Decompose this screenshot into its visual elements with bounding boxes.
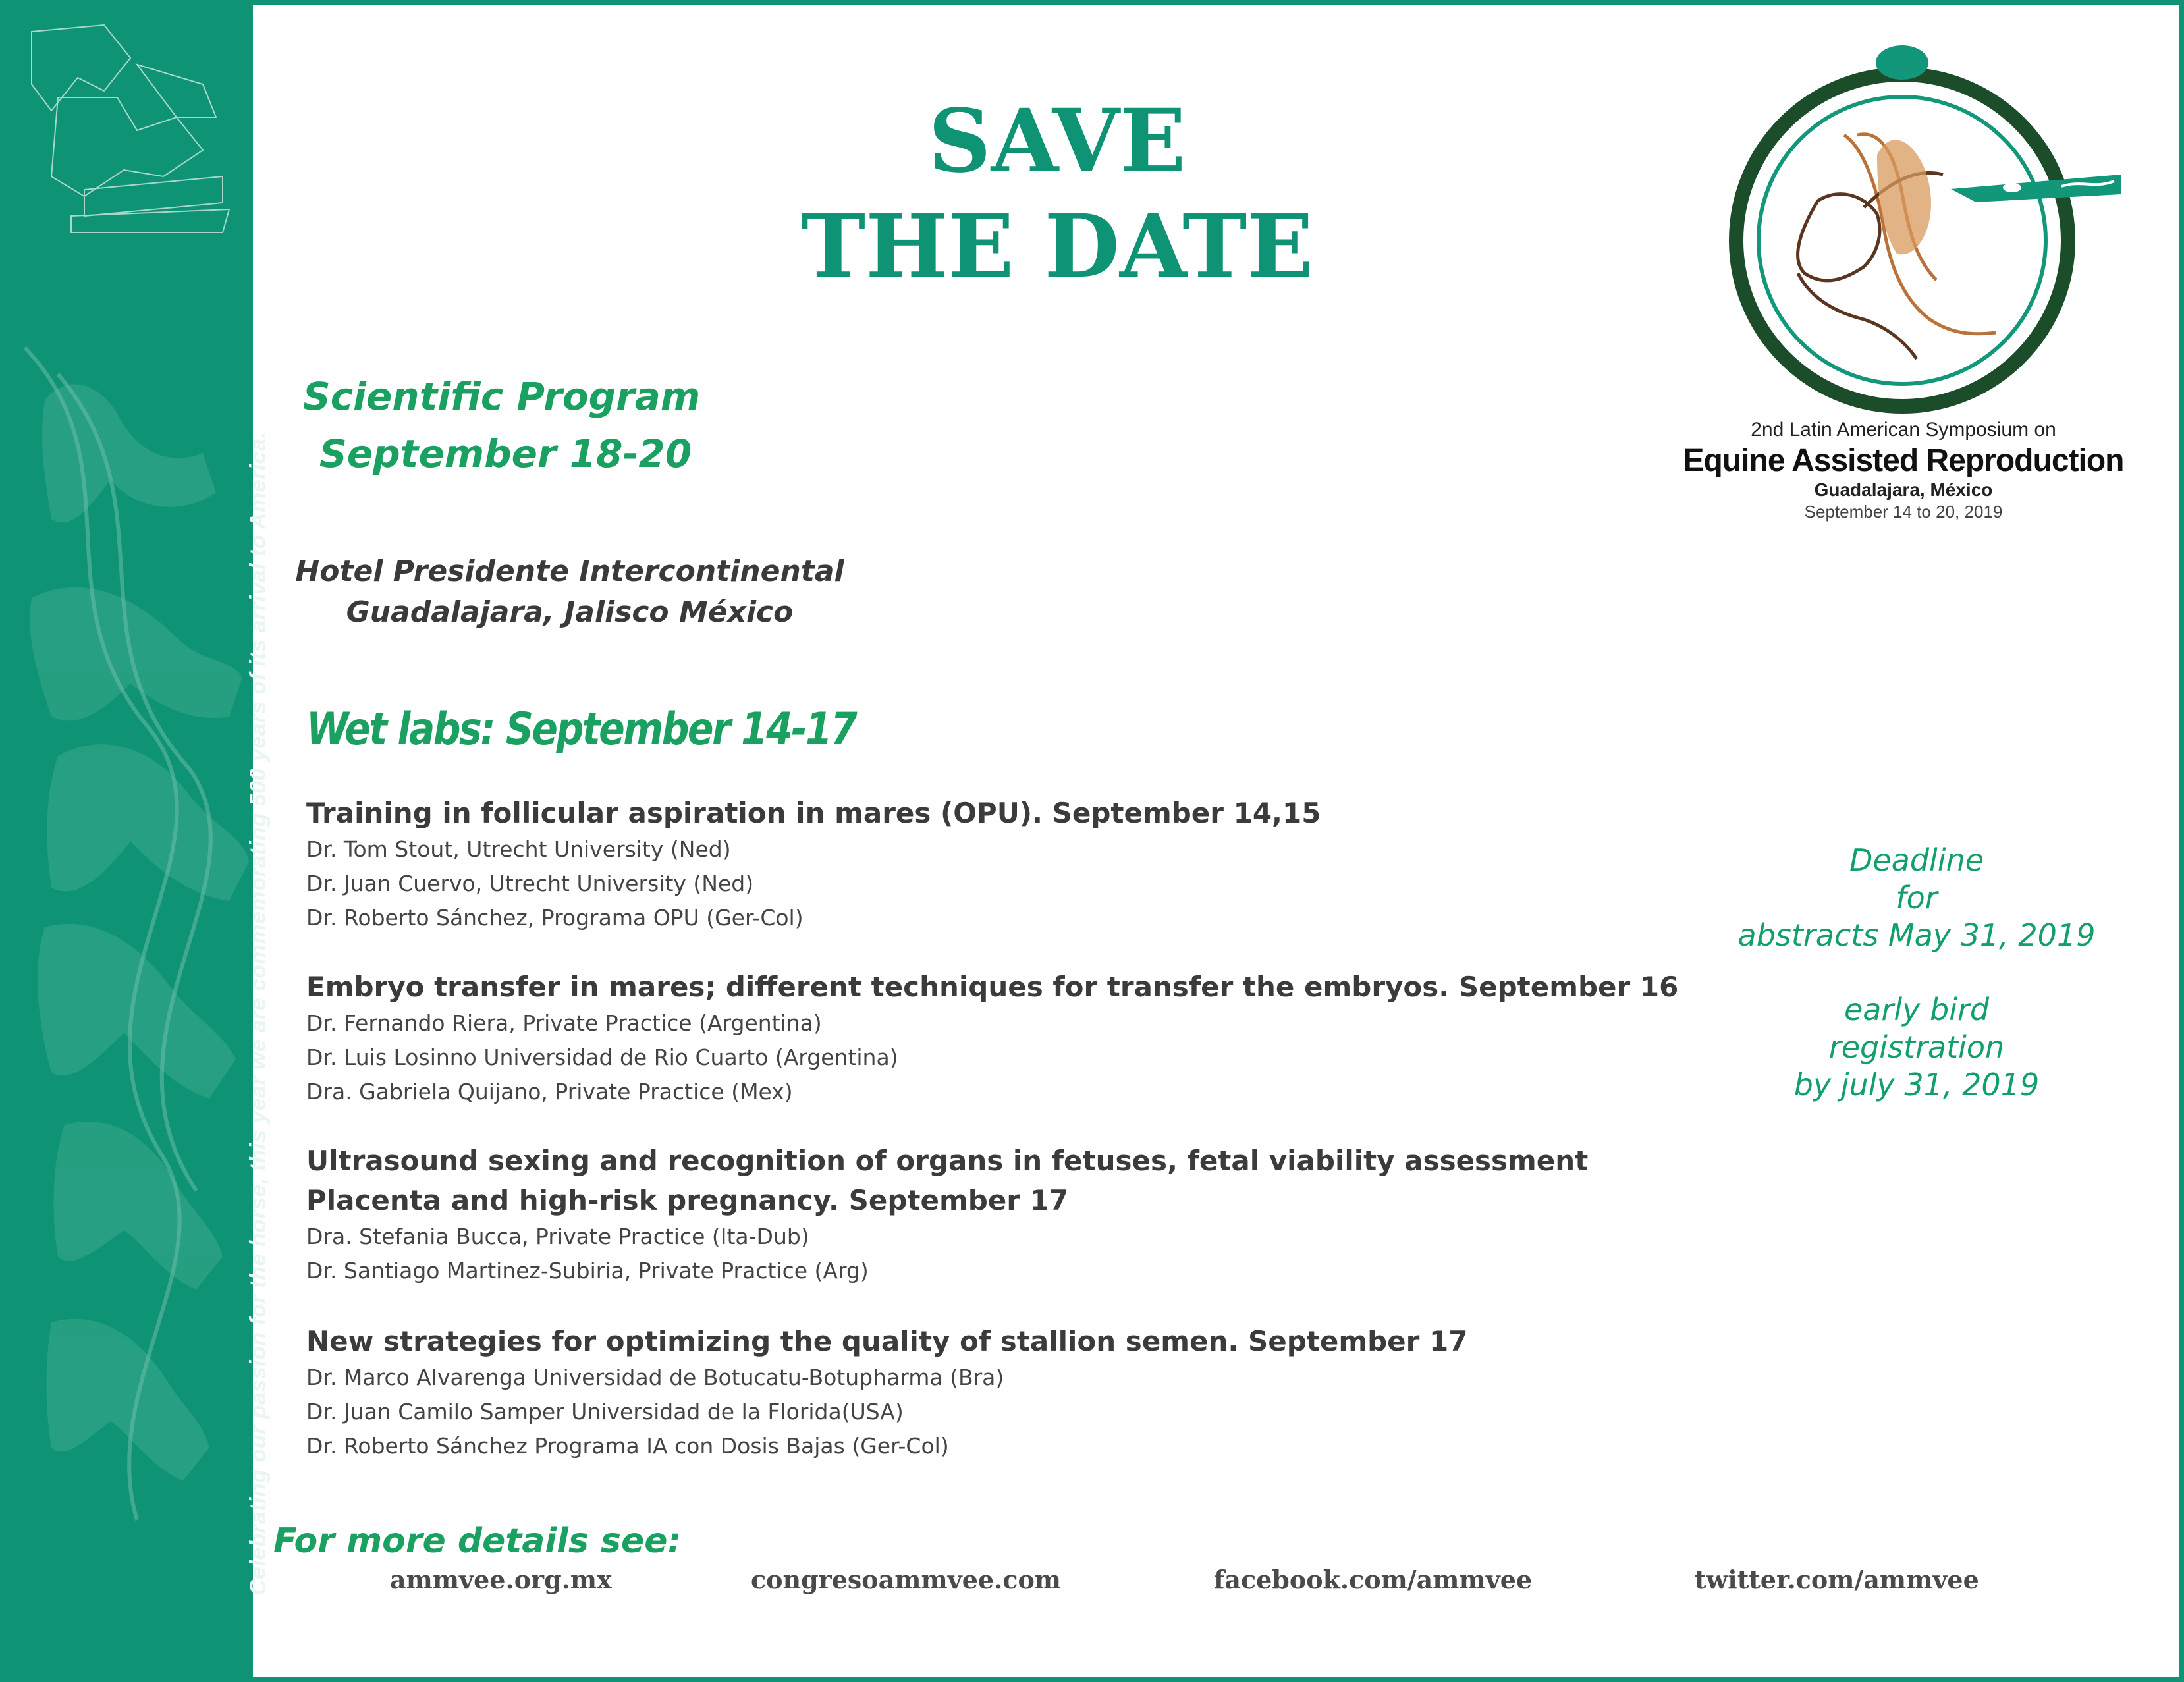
speaker: Dr. Luis Losinno Universidad de Rio Cuarto (Argentina) [306,1044,898,1070]
program-dates: September 18-20 [319,431,692,476]
link-twitter[interactable]: twitter.com/ammvee [1695,1565,1979,1594]
pen-shape [1951,175,2121,202]
speaker: Dr. Juan Camilo Samper Universidad de la Florida(USA) [306,1399,904,1424]
title-the-date: THE DATE [800,196,1313,298]
section-title: Ultrasound sexing and recognition of organs in fetuses, fetal viability assessment [306,1145,1589,1177]
footer-label: For more details see: [273,1521,682,1561]
speaker: Dr. Fernando Riera, Private Practice (Argentina) [306,1010,822,1036]
link-ammvee-org[interactable]: ammvee.org.mx [390,1565,612,1594]
venue-city: Guadalajara, Jalisco México [346,595,794,629]
deadline-line: abstracts May 31, 2019 [1737,917,2096,953]
mexico-map-outline [32,25,229,232]
deadline-line: for [1896,880,1938,915]
speaker: Dr. Roberto Sánchez, Programa OPU (Ger-Col) [306,905,804,931]
horse-silhouettes [30,384,249,1480]
wetlabs-heading: Wet labs: September 14-17 [306,703,856,755]
symposium-logo [1666,36,2127,418]
link-facebook[interactable]: facebook.com/ammvee [1214,1565,1533,1594]
program-label: Scientific Program [303,374,701,419]
logo-line4: September 14 to 20, 2019 [1804,502,2003,522]
link-congreso[interactable]: congresoammvee.com [751,1565,1062,1594]
speaker: Dr. Juan Cuervo, Utrecht University (Ned) [306,871,754,896]
section-title: Embryo transfer in mares; different techniques for transfer the embryos. September 16 [306,971,1679,1003]
deadline-text [1686,842,2147,954]
section-title: Training in follicular aspiration in mares (OPU). September 14,15 [306,797,1321,829]
sidebar-decoration [5,5,253,1677]
early-bird-line: early bird [1843,992,1990,1027]
speaker: Dr. Marco Alvarenga Universidad de Botucatu-Botupharma (Bra) [306,1365,1004,1390]
speaker: Dra. Gabriela Quijano, Private Practice (Mex) [306,1079,793,1104]
early-bird-line: registration [1828,1029,2005,1065]
section-title: New strategies for optimizing the quality of stallion semen. September 17 [306,1325,1468,1357]
title-save: SAVE [928,90,1186,192]
early-bird-text [1686,991,2147,1104]
speaker: Dra. Stefania Bucca, Private Practice (Ita-Dub) [306,1224,809,1249]
sidebar-caption: Celebrating our passion for the horse, this year we are commemorating 500 years of its arrival to America. [246,431,271,1596]
speaker: Dr. Roberto Sánchez Programa IA con Dosis Bajas (Ger-Col) [306,1433,949,1459]
early-bird-line: by july 31, 2019 [1793,1067,2040,1102]
section-title: Placenta and high-risk pregnancy. September 17 [306,1184,1069,1216]
logo-line2: Equine Assisted Reproduction [1683,443,2124,478]
venue-hotel: Hotel Presidente Intercontinental [295,555,844,588]
logo-line1: 2nd Latin American Symposium on [1751,419,2056,441]
logo-line3: Guadalajara, México [1814,479,1993,500]
deadline-line: Deadline [1849,842,1984,878]
sidebar [5,5,271,1677]
speaker: Dr. Santiago Martinez-Subiria, Private Practice (Arg) [306,1258,869,1284]
speaker: Dr. Tom Stout, Utrecht University (Ned) [306,836,731,862]
